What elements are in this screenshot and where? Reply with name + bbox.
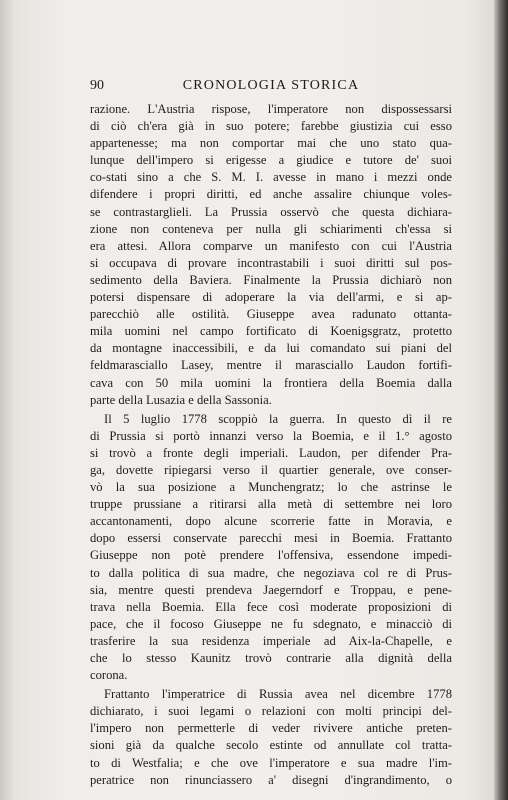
- page-header: [90, 78, 452, 98]
- text-line: sedimento della Baviera. Finalmente la Prussia dichiarò non: [90, 272, 452, 287]
- text-line: accantonamenti, dopo alcune scorrerie fatte in Moravia, e: [90, 514, 452, 529]
- text-line: parecchiò alle ostilità. Giuseppe avea radunato ottanta-: [90, 307, 452, 322]
- text-line: vò la sua posizione a Munchengratz; lo che astrinse le: [90, 480, 452, 495]
- text-line: peratrice non rinunciassero a' disegni d'ingrandimento, o: [90, 772, 452, 787]
- paragraph: [90, 686, 452, 789]
- text-line: Giuseppe non potè prendere l'offensiva, essendone impedi-: [90, 548, 452, 563]
- running-title: CRONOLOGIA STORICA: [182, 78, 360, 93]
- text-line: sioni già da qualche secolo estinte od annullate col tratta-: [90, 738, 452, 753]
- text-line: zione non conteneva per nulla gli schiarimenti ch'essa si: [90, 221, 452, 236]
- text-line: l'impero non permetterle di veder rivivere antiche preten-: [90, 721, 452, 736]
- text-line: si trovò a fronte degli imperiali. Laudon, per difender Pra-: [90, 445, 452, 460]
- text-line: cava con 50 mila uomini la frontiera della Boemia dalla: [90, 375, 452, 390]
- text-line: dopo essersi conservate parecchi mesi in Boemia. Frattanto: [90, 531, 452, 546]
- text-line: razione. L'Austria rispose, l'imperatore non dispossessarsi: [90, 102, 452, 116]
- text-line: pace, che il focoso Giuseppe ne fu sdegnato, e minacciò di: [90, 616, 452, 631]
- text-line: di Prussia si portò innanzi verso la Boemia, e il 1.° agosto: [90, 428, 452, 443]
- text-line: che lo stesso Kaunitz trovò contrarie alla dignità della: [90, 651, 452, 665]
- body-text: [90, 101, 452, 789]
- text-line: trasferire la sua residenza imperiale ad Aix-la-Chapelle, e: [90, 633, 452, 648]
- text-line: truppe prussiane a ritirarsi alla metà di settembre nei loro: [90, 497, 452, 512]
- text-line: di ciò ch'era già in suo potere; farebbe giustizia cui esso: [90, 119, 452, 134]
- text-line: to dalla politica di sua madre, che negoziava col re di Prus-: [90, 565, 452, 580]
- text-line: si occupava di provare incontrastabili i suoi diritti sul pos-: [90, 255, 452, 270]
- text-line: lunque dell'impero si erigesse a giudice e tutore de' suoi: [90, 153, 452, 168]
- text-line: se contrastarglieli. La Prussia osservò che questa dichiara-: [90, 204, 452, 219]
- text-line: Frattanto l'imperatrice di Russia avea nel dicembre 1778: [104, 687, 452, 702]
- text-line: to di Westfalia; e che ove l'imperatore e sua madre l'im-: [90, 755, 452, 770]
- text-line: feldmarasciallo Lasey, mentre il marasciallo Laudon fortifi-: [90, 358, 452, 373]
- text-line: dichiarato, i suoi legami o relazioni con molti principi del-: [90, 704, 452, 719]
- page-number: 90: [90, 78, 104, 93]
- text-line: era attesi. Allora comparve un manifesto con cui l'Austria: [90, 238, 452, 253]
- text-line: mila uomini nel campo fortificato di Koenigsgratz, protetto: [90, 324, 452, 339]
- text-line: co-stati sino a che S. M. I. avesse in mano i mezzi onde: [90, 170, 452, 185]
- paragraph: [90, 411, 452, 685]
- text-line: da montagne inaccessibili, e da lui comandato sui piani del: [90, 341, 452, 356]
- paragraph: [90, 101, 452, 409]
- text-line: potersi dispensare di adoperare la via dell'armi, e si ap-: [90, 290, 452, 305]
- text-line: appartenesse; ma non comportar mai che uno stato qua-: [90, 136, 452, 151]
- text-line: parte della Lusazia e della Sassonia.: [90, 392, 272, 407]
- text-line: corona.: [90, 668, 128, 683]
- text-line: trava nella Boemia. Ella fece così moderate proposizioni di: [90, 599, 452, 614]
- text-line: Il 5 luglio 1778 scoppiò la guerra. In questo dì il re: [104, 411, 452, 426]
- text-line: sia, mentre questi prendeva Jaegerndorf e Troppau, e pene-: [90, 582, 452, 597]
- text-line: ga, dovette ripiegarsi verso il quartier generale, ove conser-: [90, 462, 452, 477]
- text-line: difendere i propri diritti, ed anche assalire chiunque voles-: [90, 187, 452, 202]
- book-spine-shadow: [494, 0, 508, 800]
